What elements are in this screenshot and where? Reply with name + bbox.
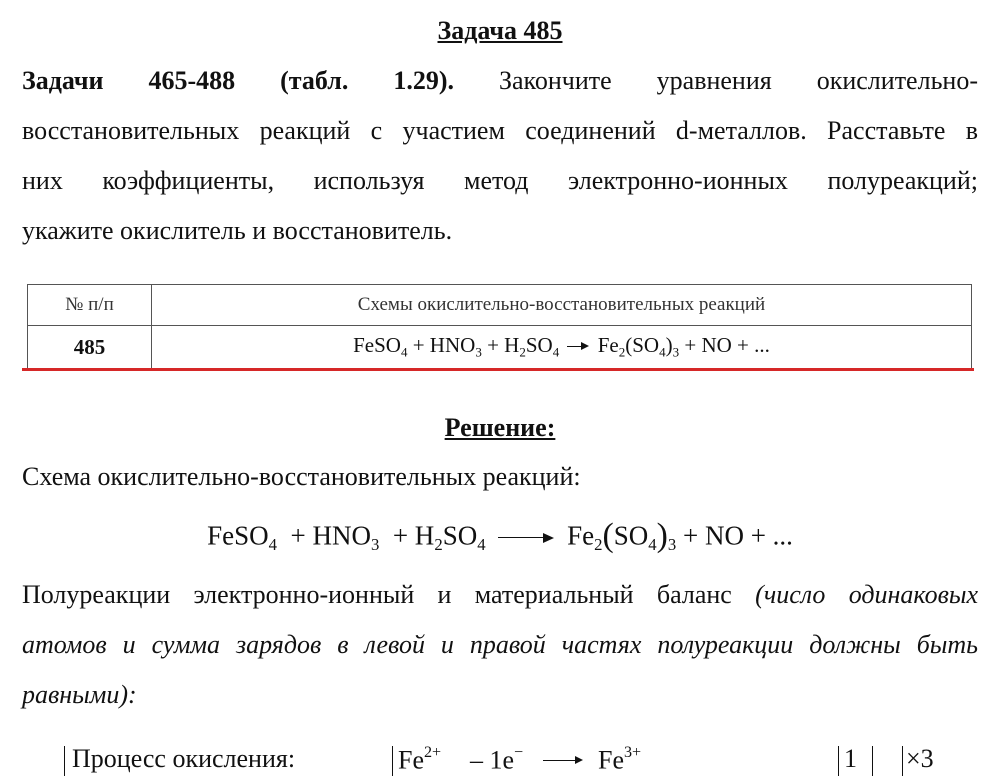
header-scheme: Схемы окислительно-восстановительных реакций [152, 285, 972, 326]
task-line-1-text: Закончите уравнения окислительно- [498, 66, 979, 95]
bracket-divider [392, 746, 393, 776]
half-reactions-intro [22, 580, 978, 730]
half-line-1: Полуреакции электронно-ионный и материальный баланс (число одинаковых [22, 580, 979, 609]
task-statement [22, 66, 978, 256]
row-scheme: FeSO$_4$ + $HNO_3 + H_2SO_4$ $Fe_2(SO_4)_3$ + NO + ... [152, 326, 972, 369]
header-number: № п/п [28, 285, 152, 326]
process-multiplier: ×3 [906, 744, 934, 773]
bracket-divider [872, 746, 873, 776]
row-number: 485 [28, 326, 152, 369]
table-underline [22, 368, 974, 371]
process-row [0, 742, 1000, 782]
bracket-divider [838, 746, 839, 776]
reaction-table [27, 284, 972, 369]
task-line-1 [22, 66, 978, 96]
problem-title: Задача 485 [437, 16, 563, 45]
reaction-equation: FeSO$_4$ + $HNO_3 + H_2SO_4$ $Fe_2(SO_4)_3$ + NO + ... [207, 517, 793, 555]
process-electron: – 1e− [470, 744, 524, 775]
solution-heading: Решение: [444, 413, 556, 442]
process-arrow-icon [543, 756, 583, 766]
process-right: $Fe^{3+}$ [598, 744, 642, 775]
bracket-divider [902, 746, 903, 776]
task-line-4: укажите окислитель и восстановитель. [22, 216, 453, 245]
task-lead: Задачи 465-488 (табл. 1.29). [22, 66, 454, 95]
process-label: Процесс окисления: [72, 744, 296, 773]
table-row [28, 326, 972, 369]
reaction-arrow-icon [498, 533, 554, 543]
table-header-row [28, 285, 972, 326]
process-left: $Fe^{2+}$ [398, 744, 442, 775]
half-line-3: равными): [22, 680, 137, 709]
task-line-2: восстановительных реакций с участием соединений d-металлов. Расставьте в [22, 116, 978, 145]
process-coef: 1 [844, 744, 857, 773]
bracket-divider [64, 746, 65, 776]
reaction-arrow-icon [567, 342, 589, 352]
scheme-label: Схема окислительно-восстановительных реакций: [22, 462, 581, 491]
half-line-2: атомов и сумма зарядов в левой и правой частях полуреакции должны быть [22, 630, 978, 659]
task-line-3: них коэффициенты, используя метод электронно-ионных полуреакций; [22, 166, 978, 195]
